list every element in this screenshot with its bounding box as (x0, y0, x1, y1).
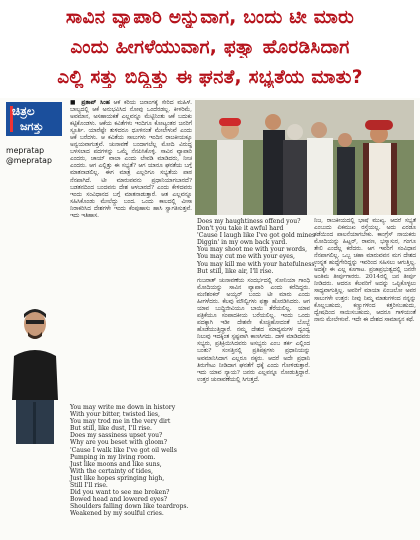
headline-line-2: ಎಂದು ಹೀಗಳೆಯುವಾಗ, ಫತ್ವಾ ಹೊರಡಿಸಿದಾಗ (70, 37, 350, 58)
poem-line: Don't you take it awful hard (197, 225, 284, 233)
poem-line: You may kill me with your hatefulness, (197, 260, 317, 268)
logo-line-2: ಜಗತ್ತು (20, 120, 44, 133)
poem-line: With the certainty of tides, (70, 467, 153, 475)
poem-line: You may trod me in the very dirt (70, 418, 171, 426)
author-photo (6, 300, 64, 448)
poem-line: Why are you beset with gloom? (70, 439, 167, 447)
poem-line: Does my sassiness upset you? (70, 432, 163, 440)
poem-left (70, 404, 194, 518)
poem-line: Shoulders falling down like teardrops. (70, 503, 189, 511)
column-3-text: ನಿಜ, ರಾಜಕೀಯದಲ್ಲಿ ಭಾಷೆ ಮುಖ್ಯ. ಆದರೆ ಸಭ್ಯತೆ ಎಂಬುದು ಏಕಮುಖ ರಸ್ತೆಯಲ್ಲ. ಅದು ಎರಡೂ ಕಡೆಯಿಂದ ಪಾಲನೆಯಾಗಬೇಕು. ಕಾಂಗ್ರೆಸ್ ನಾಯಕರು ಮೋದಿಯನ್ನು ಹಿಟ್ಲರ್, ರಾವಣ, ಭಸ್ಮಾಸುರ, ಗಂಗೂ ತೇಲಿ ಎಂದೆಲ್ಲ ಕರೆದರು. ಆಗ ಇವರಿಗೆ ಸಂವಿಧಾನ ನೆನಪಾಗಲಿಲ್ಲ. ಒಬ್ಬ ಚಹಾ ಮಾರುವವನ ಮಗ ದೇಶದ ಉನ್ನತ ಹುದ್ದೆಗೇರಿದ್ದನ್ನು ಇವರಿಂದ ಸಹಿಸಲು ಆಗುತ್ತಿಲ್ಲ. ಅದಕ್ಕೇ ಈ ಎಲ್ಲ ಕೂಗಾಟ. ಪ್ರಜಾಪ್ರಭುತ್ವದಲ್ಲಿ ಜನರೇ ಅಂತಿಮ ತೀರ್ಪುಗಾರರು. 2014ರಲ್ಲಿ ಜನ ತೀರ್ಪು ನೀಡಿದರು. ಆದರೂ ಕೆಲವರಿಗೆ ಅದನ್ನು ಒಪ್ಪಿಕೊಳ್ಳಲು ಸಾಧ್ಯವಾಗುತ್ತಿಲ್ಲ. ಅವರಿಗೆ ಮಾಯಾ ಏಂಜಲೋ ಅವರ ಸಾಲುಗಳೇ ಉತ್ತರ: ನೀವು ನಿಮ್ಮ ಮಾತುಗಳಿಂದ ನನ್ನನ್ನು ಕೊಲ್ಲಬಹುದು, ಕಣ್ಣುಗಳಿಂದ ಕತ್ತರಿಸಬಹುದು, ದ್ವೇಷದಿಂದ ಸಾಯಿಸಬಹುದು, ಆದರೂ ಗಾಳಿಯಂತೆ ನಾನು ಮೇಲೇಳುವೆ. ಇದೇ ಈ ದೇಶದ ಸಾಮಾನ್ಯನ ಕಥೆ. (314, 218, 416, 323)
poem-line: You may write me down in history (70, 404, 176, 411)
poem-line: Does my haughtiness offend you? (197, 218, 301, 225)
poem-line: Diggin' in my own back yard. (197, 239, 288, 247)
poem-line: But still, like dust, I'll rise. (70, 425, 152, 433)
poem-line: Just like hopes springing high, (70, 474, 165, 482)
poem-line: You may shoot me with your words, (197, 246, 308, 254)
author-handle: @mepratap (6, 156, 52, 165)
author-email: mepratap (6, 146, 45, 155)
poem-line: Weakened by my soulful cries. (70, 510, 164, 518)
poem-line: But still, like air, I'll rise. (197, 267, 274, 275)
poem-line: Bowed head and lowered eyes? (70, 496, 168, 504)
column-2-text: ಗುಜರಾತ್ ಚುನಾವಣೆಯ ಸಂದರ್ಭದಲ್ಲಿ ಸೋನಿಯಾ ಗಾಂಧಿ ಮೋದಿಯನ್ನು ಸಾವಿನ ವ್ಯಾಪಾರಿ ಎಂದು ಕರೆದಿದ್ದರು. ಮಣಿಶಂಕರ್ ಅಯ್ಯರ್ ಬಂದು ಟೀ ಮಾರು ಎಂದು ಹೀಗಳೆದರು. ಕೆಲವು ಮೌಲ್ವಿಗಳು ಫತ್ವಾ ಹೊರಡಿಸಿದರು. ಆಗ ಯಾವ ಬುದ್ಧಿಜೀವಿಯೂ ಬಾಯಿ ತೆರೆಯಲಿಲ್ಲ. ಯಾವ ಪತ್ರಿಕೆಯೂ ಸಂಪಾದಕೀಯ ಬರೆಯಲಿಲ್ಲ. ಇಂದು ಒಂದು ಪದಕ್ಕಾಗಿ ಇಡೀ ದೇಶವೇ ಕೊಚ್ಚಿಹೋದಂತೆ ಬೊಬ್ಬೆ ಹೊಡೆಯುತ್ತಿದ್ದಾರೆ. ನಮ್ಮ ದೇಶದ ಮಾಧ್ಯಮಗಳ ದ್ವಂದ್ವ ನಿಲುವು ಇದಕ್ಕಿಂತ ಸ್ಪಷ್ಟವಾಗಿ ಕಾಣಸಿಗದು. ದಾಳಿ ಮಾಡಿದವರು ಸಭ್ಯರು, ಪ್ರತಿಕ್ರಿಯಿಸಿದವರು ಅಸಭ್ಯರು ಎಂಬ ತರ್ಕ ಎಲ್ಲಿಂದ ಬಂತು? ಸಂಸತ್ತಿನಲ್ಲಿ ಪ್ರತಿಪಕ್ಷಗಳು ಪ್ರಧಾನಿಯನ್ನು ಅವಮಾನಿಸಿದಾಗ ಎಲ್ಲರೂ ನಕ್ಕರು. ಆದರೆ ಅದೇ ಪ್ರಧಾನಿ ತಿರುಗೇಟು ನೀಡಿದಾಗ ಘನತೆಗೆ ಧಕ್ಕೆ ಎಂದು ಗೋಳಿಡುತ್ತಾರೆ. ಇದು ಯಾವ ನ್ಯಾಯ? ಜನರು ಎಲ್ಲವನ್ನೂ ನೋಡುತ್ತಿದ್ದಾರೆ. ಉತ್ತರ ಚುನಾವಣೆಯಲ್ಲಿ ಸಿಗುತ್ತದೆ. (197, 278, 310, 383)
headline (0, 0, 420, 98)
logo-line-1: ಚಿತ್ರಲ (12, 104, 35, 118)
poem-line: Just like moons and like suns, (70, 460, 162, 468)
column-1-text (70, 100, 192, 402)
headline-line-1: ಸಾವಿನ ವ್ಯಾಪಾರಿ ಅನ್ನುವಾಗ, ಬಂದು ಟೀ ಮಾರು (65, 7, 355, 28)
poem-line: Did you want to see me broken? (70, 489, 170, 497)
poem-right (197, 218, 317, 275)
poem-line: Pumping in my living room. (70, 453, 156, 461)
author-byline: ■ ಪ್ರತಾಪ್ ಸಿಂಹ (70, 100, 110, 106)
poem-line: You may cut me with your eyes, (197, 253, 295, 261)
poem-line: 'Cause I walk like I've got oil wells (70, 446, 177, 454)
column-logo (6, 102, 62, 136)
poem-line: 'Cause I laugh like I've got gold mines (197, 232, 316, 240)
headline-line-3: ಎಲ್ಲಿ ಸತ್ತು ಬಿದ್ದಿತ್ತು ಈ ಘನತೆ, ಸಭ್ಯತೆಯ ಮಾತು? (57, 67, 363, 88)
poem-line: Still I'll rise. (70, 482, 108, 490)
poem-line: With your bitter, twisted lies, (70, 411, 160, 419)
news-photo (195, 100, 414, 215)
column-1-paragraph: ಆಕೆ ಕರಿಯ ಜನಾಂಗಕ್ಕೆ ಸೇರಿದ ಮಹಿಳೆ. ಬಾಲ್ಯದಲ್ಲಿ ಆಕೆ ಅನುಭವಿಸಿದ ನೋವು ಒಂದೆರಡಲ್ಲ. ಕೀಳರಿಮೆ, ಅವಮಾನ, ಅಸಹಾಯಕತೆ ಎಲ್ಲವನ್ನೂ ಮೆಟ್ಟಿನಿಂತು ಆಕೆ ಬದುಕು ಕಟ್ಟಿಕೊಂಡಳು. ಆಕೆಯ ಕವಿತೆಗಳು ಇಂದಿಗೂ ಕೋಟ್ಯಂತರ ಜನರಿಗೆ ಸ್ಫೂರ್ತಿ. ಯಾರೆಷ್ಟೇ ತುಳಿದರೂ ಧೂಳಿನಂತೆ ಮೇಲೇಳುವೆ ಎಂದು ಆಕೆ ಬರೆದಳು. ಆ ಕವಿತೆಯ ಸಾಲುಗಳು ಇಂದಿನ ರಾಜಕೀಯಕ್ಕೂ ಅನ್ವಯವಾಗುತ್ತವೆ. ಚುನಾವಣೆ ಬಂದಾಗಲೆಲ್ಲ ಮೋದಿ ವಿರುದ್ಧ ಬಳಸಲಾದ ಪದಗಳನ್ನು ಒಮ್ಮೆ ನೆನಪಿಸಿಕೊಳ್ಳಿ. ಸಾವಿನ ವ್ಯಾಪಾರಿ ಎಂದರು, ಚಾಯ್ ವಾಲಾ ಎಂದು ಲೇವಡಿ ಮಾಡಿದರು, ನೀಚ ಎಂದರು. ಆಗ ಎಲ್ಲಿತ್ತು ಈ ಸಭ್ಯತೆ? ಆಗ ಯಾರೂ ಘನತೆಯ ಬಗ್ಗೆ ಮಾತನಾಡಲಿಲ್ಲ. ಈಗ ಮಾತ್ರ ಎಲ್ಲರಿಗೂ ಸಭ್ಯತೆಯ ಪಾಠ ನೆನಪಾಗಿದೆ. ಟೀ ಮಾರುವವನು ಪ್ರಧಾನಿಯಾಗಬಾರದೆ? ಬಡತನದಿಂದ ಬಂದವನು ದೇಶ ಆಳಬಾರದೆ? ಎಂದು ಕೇಳಿದವರು ಇಂದು ಸಂವಿಧಾನದ ಬಗ್ಗೆ ಮಾತನಾಡುತ್ತಾರೆ. ಆತ ಎಲ್ಲವನ್ನೂ ಸಹಿಸಿಕೊಂಡು ಮೇಲೆದ್ದು ಬಂದ. ಒಂದು ಕಾಲದಲ್ಲಿ ವೀಸಾ ನಿರಾಕರಿಸಿದ ದೇಶಗಳೇ ಇಂದು ಕೆಂಪುಹಾಸು ಹಾಸಿ ಸ್ವಾಗತಿಸುತ್ತವೆ. ಇದು ಇತಿಹಾಸ. (70, 100, 192, 219)
